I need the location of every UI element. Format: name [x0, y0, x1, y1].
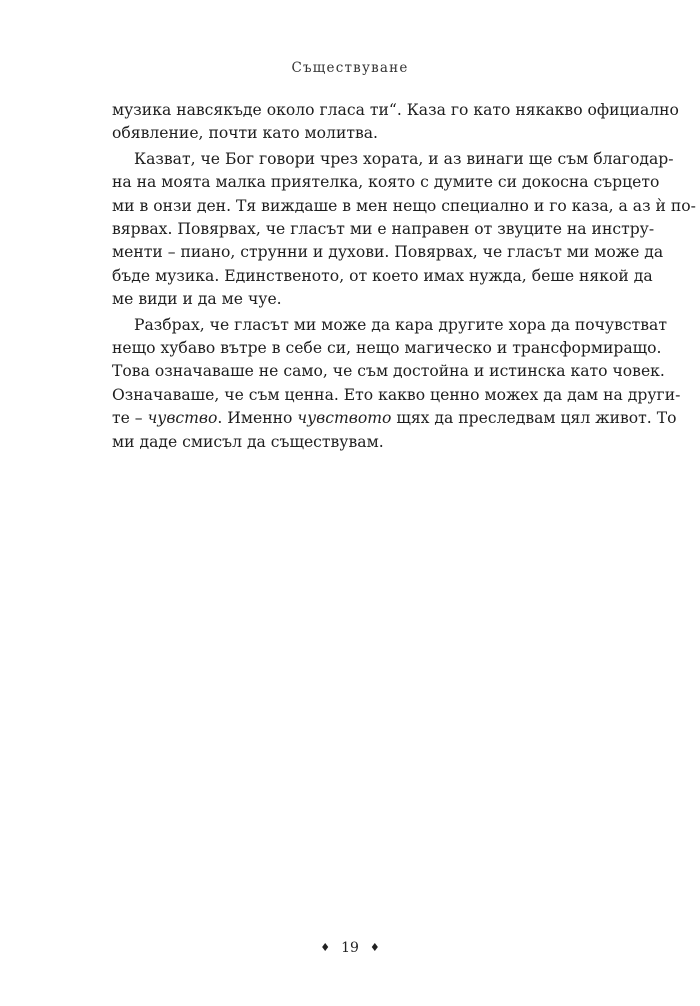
running-header: Съществуване: [291, 60, 409, 76]
diamond-ornament-icon: ♦: [320, 941, 331, 954]
text-segment: . Именно: [217, 409, 298, 428]
text-segment: те –: [112, 409, 148, 428]
text-line: менти – пиано, струнни и духови. Повярвах, че гласът ми може да: [112, 243, 664, 262]
text-segment: щях да преследвам цял живот. То: [391, 409, 677, 428]
body-text: [112, 99, 696, 454]
text-line: ми в онзи ден. Тя виждаше в мен нещо специално и го каза, а аз ѝ по-: [112, 196, 696, 215]
text-line: Казват, че Бог говори чрез хората, и аз винаги ще съм благодар-: [134, 149, 674, 168]
text-line: Това означаваше не само, че съм достойна и истинска като човек.: [112, 362, 665, 381]
text-line: Разбрах, че гласът ми може да кара другите хора да почувстват: [134, 315, 667, 334]
text-line: вярвах. Повярвах, че гласът ми е направен от звуците на инстру-: [112, 220, 655, 239]
text-line: обявление, почти като молитва.: [112, 124, 379, 143]
diamond-ornament-icon: ♦: [369, 941, 380, 954]
page-folio: [0, 940, 700, 956]
emphasis-word: чувството: [297, 409, 392, 428]
page-number: 19: [341, 940, 359, 956]
text-line: ми даде смисъл да съществувам.: [112, 432, 384, 451]
text-line: Означаваше, че съм ценна. Ето какво ценно можех да дам на други-: [112, 385, 681, 404]
text-line: на на моята малка приятелка, която с думите си докосна сърцето: [112, 173, 660, 192]
text-line: ме види и да ме чуе.: [112, 290, 282, 309]
text-line-with-emphasis: [112, 407, 677, 430]
text-line: бъде музика. Единственото, от което имах нужда, беше някой да: [112, 266, 653, 285]
text-line: музика навсякъде около гласа ти“. Каза го като някакво официално: [112, 101, 679, 119]
emphasis-word: чувство: [147, 409, 218, 428]
text-line: нещо хубаво вътре в себе си, нещо магическо и трансформиращо.: [112, 339, 662, 358]
